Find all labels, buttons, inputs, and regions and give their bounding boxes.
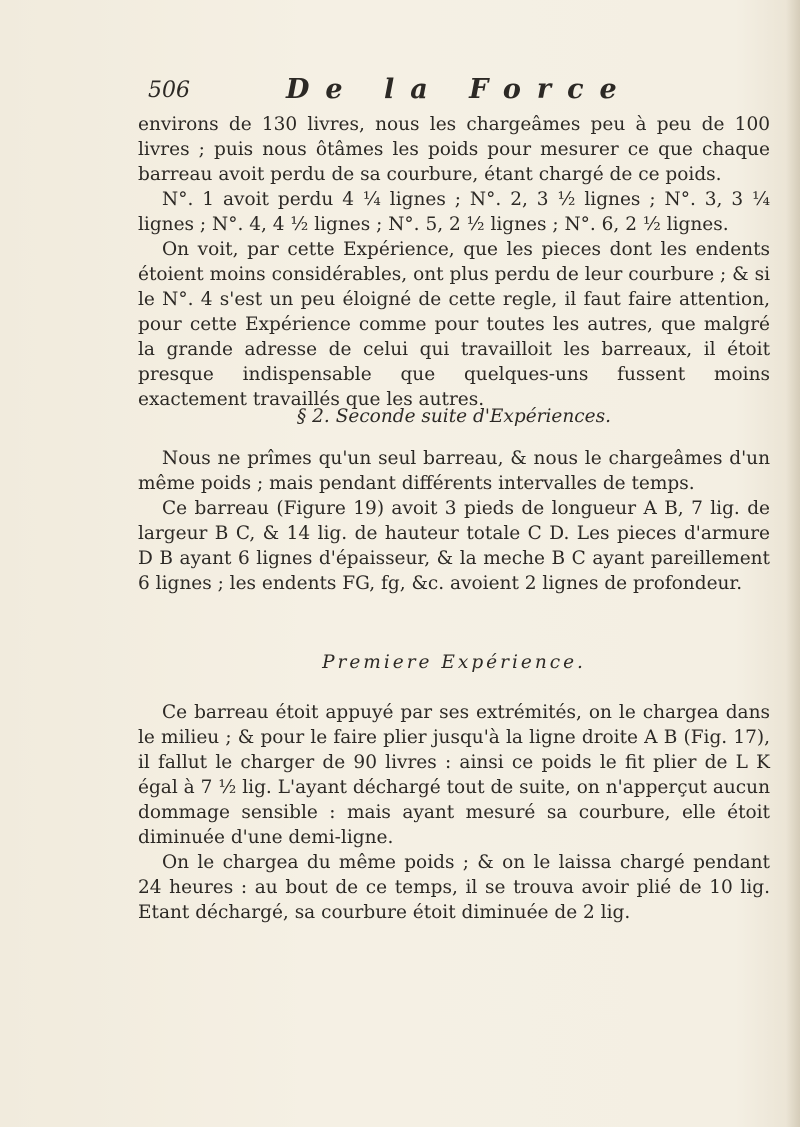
text-block-experiment [138, 700, 770, 925]
paragraph: On le chargea du même poids ; & on le laissa chargé pendant 24 heures : au bout de ce temps, il se trouva avoir plié de 10 lig. Etant déchargé, sa courbure étoit diminuée de 2 lig. [138, 852, 770, 923]
page-number: 506 [148, 78, 190, 103]
page-edge-shadow [786, 0, 800, 1127]
section-title: § 2. Seconde suite d'Expériences. [297, 406, 611, 427]
paragraph: On voit, par cette Expérience, que les pieces dont les endents étoient moins considérables, ont plus perdu de leur courbure ; & si le N°. 4 s'est un peu éloigné de cette regle, il faut faire attention, pour cette Expérience comme pour toutes les autres, que malgré la grande adresse de celui qui travailloit les barreaux, il étoit presque indispensable que quelques-uns fussent moins exactement travaillés que les autres. [138, 239, 770, 410]
paragraph: Ce barreau (Figure 19) avoit 3 pieds de longueur A B, 7 lig. de largeur B C, & 14 lig. de hauteur totale C D. Les pieces d'armure D B ayant 6 lignes d'épaisseur, & la meche B C ayant pareillement 6 lignes ; les endents FG, fg, &c. avoient 2 lignes de profondeur. [138, 498, 770, 594]
paragraph: environs de 130 livres, nous les chargeâmes peu à peu de 100 livres ; puis nous ôtâmes les poids pour mesurer ce que chaque barreau avoit perdu de sa courbure, étant chargé de ce poids. [138, 114, 770, 185]
running-title: De la Force [286, 74, 633, 105]
paragraph: Ce barreau étoit appuyé par ses extrémités, on le chargea dans le milieu ; & pour le faire plier jusqu'à la ligne droite A B (Fig. 17), il fallut le charger de 90 livres : ainsi ce poids le fit plier de L K égal à 7 ½ lig. L'ayant déchargé tout de suite, on n'apperçut aucun dommage sensible : mais ayant mesuré sa courbure, elle étoit diminuée d'une demi-ligne. [138, 702, 770, 848]
paragraph: N°. 1 avoit perdu 4 ¼ lignes ; N°. 2, 3 ½ lignes ; N°. 3, 3 ¼ lignes ; N°. 4, 4 ½ lignes ; N°. 5, 2 ½ lignes ; N°. 6, 2 ½ lignes. [138, 189, 770, 235]
section-second-series [138, 404, 770, 429]
paragraph: Nous ne prîmes qu'un seul barreau, & nous le chargeâmes d'un même poids ; mais pendant différents intervalles de temps. [138, 448, 770, 494]
experiment-heading [138, 650, 770, 675]
experiment-title: Premiere Expérience. [322, 652, 586, 673]
text-block-intro [138, 112, 770, 412]
running-head [148, 76, 668, 110]
text-block-section [138, 446, 770, 596]
